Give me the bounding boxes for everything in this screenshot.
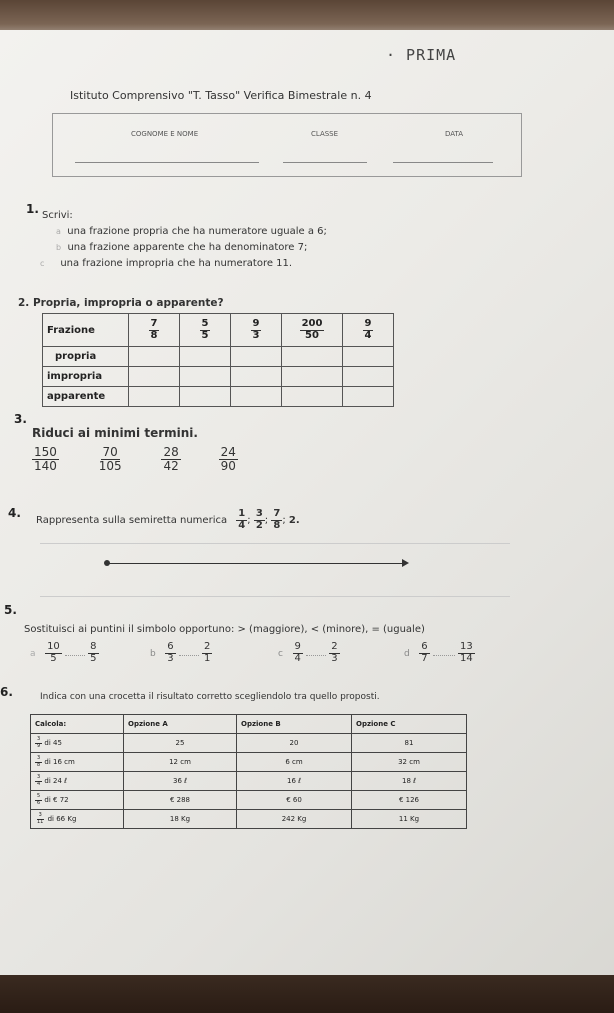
- fraction: [88, 642, 98, 664]
- denominator: 50: [305, 329, 319, 341]
- table-row: [31, 734, 467, 753]
- option-b-cell[interactable]: € 60: [237, 791, 352, 810]
- q6-header: Calcola:: [31, 715, 124, 734]
- table-row: [31, 753, 467, 772]
- denominator: 3: [167, 652, 174, 664]
- number-line: [107, 563, 403, 564]
- denominator: 9: [37, 742, 41, 749]
- name-label: COGNOME E NOME: [131, 130, 199, 138]
- handwritten-note: · PRIMA: [386, 46, 457, 64]
- school-title: Istituto Comprensivo "T. Tasso" Verifica Bimestrale n. 4: [70, 89, 372, 102]
- option-a-cell[interactable]: 18 Kg: [124, 810, 237, 829]
- numerator: 5: [37, 793, 41, 800]
- denominator: 5: [90, 652, 97, 664]
- option-c-cell[interactable]: € 126: [352, 791, 467, 810]
- q5-item-b: [150, 642, 212, 664]
- q3-title: Riduci ai minimi termini.: [32, 426, 198, 440]
- q2-fraction-cell: [180, 314, 231, 347]
- answer-cell[interactable]: [180, 367, 231, 387]
- fraction: [35, 813, 45, 825]
- q5-item-a: [30, 642, 99, 664]
- q1-item-c: [40, 258, 292, 269]
- q2-fraction-cell: [129, 314, 180, 347]
- q6-text: Indica con una crocetta il risultato corretto scegliendolo tra quello proposti.: [40, 692, 380, 702]
- fraction: [271, 509, 282, 531]
- fraction: [293, 642, 303, 664]
- fraction: [45, 642, 62, 664]
- fraction: [165, 642, 175, 664]
- fraction: [32, 446, 59, 472]
- denominator: 7: [421, 652, 428, 664]
- table-row: [31, 772, 467, 791]
- table-row: [31, 810, 467, 829]
- q2-row-label: apparente: [43, 387, 129, 407]
- answer-blank[interactable]: [179, 655, 199, 656]
- q4-text-line: [36, 509, 300, 531]
- q4-tail: 2.: [288, 515, 300, 526]
- date-blank[interactable]: [393, 161, 493, 163]
- q5-item-c: [278, 642, 340, 664]
- numerator: 200: [301, 318, 323, 329]
- numerator: 10: [47, 641, 60, 652]
- q5-item-letter: d: [404, 649, 410, 659]
- q3-fractions: [32, 446, 238, 472]
- answer-cell[interactable]: [129, 387, 180, 407]
- fraction: [254, 509, 265, 531]
- table-row: [43, 314, 394, 347]
- q1-number: 1.: [26, 202, 39, 216]
- fraction: [202, 642, 212, 664]
- option-c-cell[interactable]: 18 ℓ: [352, 772, 467, 791]
- answer-cell[interactable]: [343, 387, 394, 407]
- denominator: 6: [37, 799, 41, 806]
- denominator: 4: [37, 780, 41, 787]
- q2-table: [42, 313, 394, 407]
- fraction: [35, 737, 42, 749]
- answer-cell[interactable]: [231, 347, 282, 367]
- arrow-icon: [402, 559, 409, 567]
- option-a-cell[interactable]: € 288: [124, 791, 237, 810]
- denominator: 1: [204, 652, 211, 664]
- fraction: [329, 642, 339, 664]
- fraction: [97, 446, 124, 472]
- numerator: 3: [38, 812, 42, 819]
- option-a-cell[interactable]: 12 cm: [124, 753, 237, 772]
- q5-item-letter: b: [150, 649, 156, 659]
- denominator: 2: [255, 519, 263, 531]
- numerator: 1: [238, 508, 246, 519]
- table-surface-bottom: [0, 975, 614, 1013]
- table-row: [43, 347, 394, 367]
- fraction: [161, 446, 180, 472]
- table-row: [43, 367, 394, 387]
- answer-cell[interactable]: [282, 347, 343, 367]
- fraction: [35, 775, 42, 787]
- numerator: 2: [204, 641, 211, 652]
- table-row: [31, 715, 467, 734]
- q5-item-letter: a: [30, 649, 36, 659]
- fraction: [35, 756, 42, 768]
- answer-blank[interactable]: [306, 655, 326, 656]
- q6-calc-text: di 16 cm: [44, 758, 75, 766]
- numerator: 6: [167, 641, 174, 652]
- q2-fraction-cell: [282, 314, 343, 347]
- option-a-cell[interactable]: 25: [124, 734, 237, 753]
- date-label: DATA: [445, 130, 464, 138]
- numerator: 70: [102, 445, 118, 459]
- q5-text: Sostituisci ai puntini il simbolo opportuno: > (maggiore), < (minore), = (uguale): [24, 624, 425, 635]
- q6-calc-text: di 66 Kg: [47, 815, 77, 823]
- numerator: 9: [294, 641, 301, 652]
- denominator: 3: [331, 652, 338, 664]
- q5-item-letter: c: [278, 649, 283, 659]
- q1-item-letter: a: [56, 227, 61, 236]
- q1-item-text: una frazione propria che ha numeratore uguale a 6;: [67, 226, 327, 237]
- numerator: 3: [37, 736, 41, 743]
- denominator: 11: [37, 818, 44, 825]
- numerator: 9: [364, 318, 372, 329]
- option-a-cell[interactable]: 36 ℓ: [124, 772, 237, 791]
- numerator: 3: [37, 755, 41, 762]
- numerator: 5: [201, 318, 209, 329]
- q2-fraction-cell: [343, 314, 394, 347]
- answer-cell[interactable]: [282, 367, 343, 387]
- option-b-cell[interactable]: 6 cm: [237, 753, 352, 772]
- q2-row-label: impropria: [43, 367, 129, 387]
- option-b-cell[interactable]: 20: [237, 734, 352, 753]
- q6-header: Opzione A: [124, 715, 237, 734]
- q6-calc-cell: [31, 734, 124, 753]
- option-b-cell[interactable]: 16 ℓ: [237, 772, 352, 791]
- q6-calc-cell: [31, 791, 124, 810]
- q1-item-text: una frazione apparente che ha denominatore 7;: [67, 242, 308, 253]
- fraction: [419, 642, 429, 664]
- q4-text: Rappresenta sulla semiretta numerica: [36, 515, 228, 526]
- denominator: 4: [364, 329, 372, 341]
- numerator: 24: [220, 445, 236, 459]
- denominator: 42: [163, 458, 179, 473]
- q4-number: 4.: [8, 506, 21, 520]
- q1-item-text: una frazione impropria che ha numeratore 11.: [60, 258, 293, 269]
- q5-number: 5.: [4, 603, 17, 617]
- q1-item-letter: b: [56, 243, 62, 252]
- q6-header: Opzione B: [237, 715, 352, 734]
- denominator: 8: [150, 329, 158, 341]
- numerator: 3: [37, 774, 41, 781]
- fraction: [35, 794, 42, 806]
- table-row: [31, 791, 467, 810]
- separator: ;: [264, 515, 269, 526]
- answer-cell[interactable]: [180, 347, 231, 367]
- student-info-box: [52, 113, 522, 177]
- option-c-cell[interactable]: 32 cm: [352, 753, 467, 772]
- answer-cell[interactable]: [343, 367, 394, 387]
- denominator: 4: [238, 519, 246, 531]
- table-row: [43, 387, 394, 407]
- denominator: 4: [294, 652, 301, 664]
- denominator: 8: [37, 761, 41, 768]
- numerator: 150: [34, 445, 57, 459]
- q1-title: Scrivi:: [42, 210, 73, 221]
- fraction: [219, 446, 238, 472]
- q1-item-b: [56, 242, 307, 253]
- class-blank[interactable]: [283, 161, 367, 163]
- answer-cell[interactable]: [129, 367, 180, 387]
- denominator: 140: [34, 458, 57, 473]
- answer-blank[interactable]: [433, 655, 455, 656]
- denominator: 5: [201, 329, 209, 341]
- numerator: 7: [273, 508, 281, 519]
- answer-cell[interactable]: [129, 347, 180, 367]
- q6-number: 6.: [0, 685, 13, 699]
- q2-row-label: propria: [43, 347, 129, 367]
- numerator: 7: [150, 318, 158, 329]
- q2-header-label: Frazione: [43, 314, 129, 347]
- fraction: [458, 642, 475, 664]
- q6-calc-cell: [31, 753, 124, 772]
- name-blank[interactable]: [75, 161, 259, 163]
- denominator: 14: [460, 652, 473, 664]
- separator: ;: [247, 515, 251, 526]
- answer-cell[interactable]: [282, 387, 343, 407]
- q5-item-d: [404, 642, 475, 664]
- separator: ;: [282, 515, 286, 526]
- denominator: 90: [220, 458, 236, 473]
- numerator: 6: [421, 641, 428, 652]
- answer-cell[interactable]: [343, 347, 394, 367]
- numerator: 9: [252, 318, 260, 329]
- numerator: 2: [331, 641, 338, 652]
- option-c-cell[interactable]: 81: [352, 734, 467, 753]
- option-b-cell[interactable]: 242 Kg: [237, 810, 352, 829]
- q6-calc-text: di € 72: [44, 796, 69, 804]
- q3-number: 3.: [14, 412, 27, 426]
- numerator: 3: [255, 508, 263, 519]
- answer-cell[interactable]: [231, 387, 282, 407]
- number-line-area[interactable]: [40, 543, 510, 597]
- q6-calc-text: di 24 ℓ: [44, 777, 68, 785]
- fraction: [236, 509, 247, 531]
- q1-item-a: [56, 226, 327, 237]
- numerator: 13: [460, 641, 473, 652]
- numerator: 8: [90, 641, 97, 652]
- q6-calc-cell: [31, 810, 124, 829]
- numerator: 28: [163, 445, 179, 459]
- number-line-origin: [104, 560, 110, 566]
- q6-calc-text: di 45: [44, 739, 62, 747]
- denominator: 105: [98, 458, 122, 473]
- q2-title: 2. Propria, impropria o apparente?: [18, 297, 224, 309]
- class-label: CLASSE: [311, 130, 339, 138]
- denominator: 3: [252, 329, 260, 341]
- q6-calc-cell: [31, 772, 124, 791]
- q1-item-letter: c: [40, 259, 45, 268]
- answer-blank[interactable]: [65, 655, 85, 656]
- q6-header: Opzione C: [352, 715, 467, 734]
- answer-cell[interactable]: [231, 367, 282, 387]
- denominator: 8: [273, 519, 281, 531]
- answer-cell[interactable]: [180, 387, 231, 407]
- q6-table: [30, 714, 467, 829]
- denominator: 5: [50, 652, 57, 664]
- option-c-cell[interactable]: 11 Kg: [352, 810, 467, 829]
- q2-fraction-cell: [231, 314, 282, 347]
